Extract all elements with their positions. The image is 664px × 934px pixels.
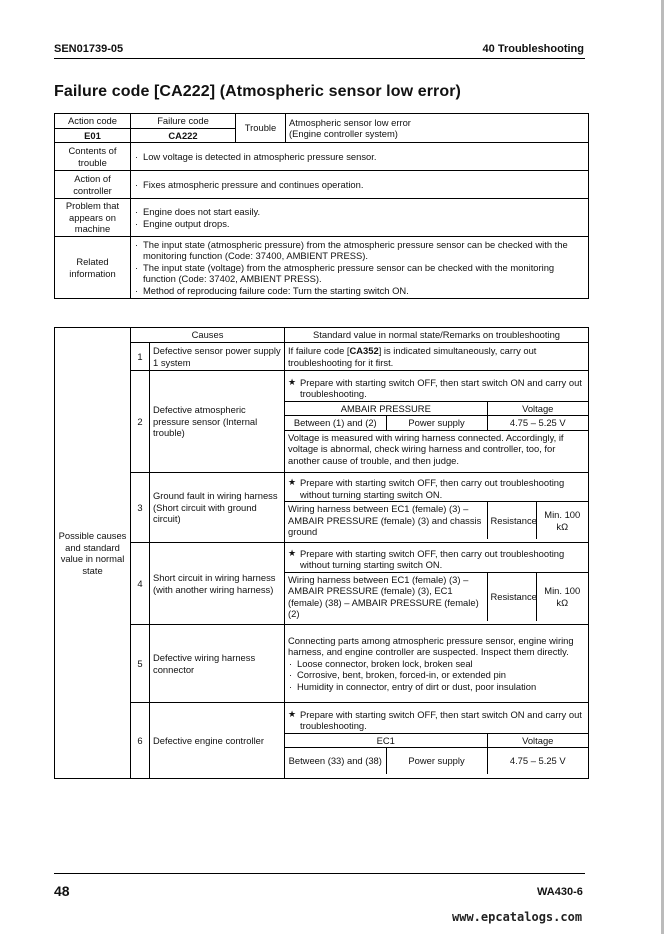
- page-number: 48: [54, 883, 70, 899]
- voltage-header: Voltage: [487, 733, 588, 747]
- prepare-note: ★ Prepare with starting switch OFF, then start switch ON and carry out troubleshooting.: [288, 709, 585, 732]
- trouble-label: Trouble: [236, 114, 286, 143]
- cause-text: Defective engine controller: [150, 703, 285, 779]
- inspect-item: · Humidity in connector, entry of dirt or dust, poor insulation: [288, 681, 585, 693]
- table-row: [55, 473, 589, 543]
- measure-type: Power supply: [386, 748, 487, 774]
- component-name: EC1: [376, 734, 395, 746]
- related-label: Related information: [55, 237, 131, 299]
- related-item: · The input state (voltage) from the atmospheric pressure sensor can be checked with the monitoring function (Code: 37402, AMBIENT PRESS).: [134, 262, 585, 285]
- trouble-line-2: (Engine controller system): [289, 128, 398, 139]
- cause-text: Ground fault in wiring harness (Short circuit with ground circuit): [150, 473, 285, 543]
- causes-side-label: Possible causes and standard value in normal state: [55, 328, 131, 779]
- causes-header: Causes: [131, 328, 285, 343]
- table-row: [55, 371, 589, 473]
- table-row: [55, 543, 589, 625]
- related-item: · Method of reproducing failure code: Turn the starting switch ON.: [134, 285, 585, 297]
- cause-number: 5: [131, 625, 150, 703]
- voltage-header: Voltage: [487, 401, 588, 415]
- cause-text: Defective sensor power supply 1 system: [150, 343, 285, 371]
- cause-remark: If failure code [CA352] is indicated simultaneously, carry out troubleshooting for it first.: [285, 343, 589, 371]
- problem-item: · Engine output drops.: [134, 218, 585, 230]
- table-row: [55, 703, 589, 779]
- cause-number: 1: [131, 343, 150, 371]
- watermark: www.epcatalogs.com: [452, 910, 583, 924]
- inspect-intro: Connecting parts among atmospheric pressure sensor, engine wiring harness, and engine controller are suspected. Inspect them directly.: [288, 634, 574, 658]
- measure-between: Between (1) and (2): [293, 417, 377, 429]
- inspect-item: · Loose connector, broken lock, broken seal: [288, 658, 585, 670]
- section-title: 40 Troubleshooting: [482, 43, 584, 55]
- inspect-item: · Corrosive, bent, broken, forced-in, or extended pin: [288, 669, 585, 681]
- model-code: WA430-6: [537, 886, 583, 898]
- related-failure-code: CA352: [349, 345, 379, 356]
- cause-number: 3: [131, 473, 150, 543]
- prepare-note: ★ Prepare with starting switch OFF, then start switch ON and carry out troubleshooting.: [288, 377, 585, 400]
- standard-value: Min. 100 kΩ: [536, 572, 588, 621]
- contents-label: Contents of trouble: [55, 143, 131, 171]
- cause-number: 2: [131, 371, 150, 473]
- related-item: · The input state (atmospheric pressure) from the atmospheric pressure sensor can be checked with the monitoring function (Code: 37400, AMBIENT PRESS).: [134, 239, 585, 262]
- header-rule: [54, 58, 585, 59]
- doc-code: SEN01739-05: [54, 43, 124, 55]
- table-row: [55, 625, 589, 703]
- prepare-note: ★ Prepare with starting switch OFF, then carry out troubleshooting without turning starting switch ON.: [288, 548, 585, 571]
- standard-header: Standard value in normal state/Remarks on troubleshooting: [285, 328, 589, 343]
- action-code-label: Action code: [55, 114, 131, 129]
- footer-rule: [54, 873, 585, 874]
- contents-text: · Low voltage is detected in atmospheric pressure sensor.: [134, 151, 585, 163]
- page-title: Failure code [CA222] (Atmospheric sensor low error): [54, 83, 461, 100]
- failure-code-label: Failure code: [131, 114, 236, 129]
- trouble-line-1: Atmospheric sensor low error: [289, 116, 411, 128]
- cause-text: Defective wiring harness connector: [150, 625, 285, 703]
- cause-number: 6: [131, 703, 150, 779]
- measure-between: Between (33) and (38): [288, 755, 382, 766]
- action-label: Action of controller: [55, 171, 131, 199]
- action-code-value: E01: [55, 128, 131, 143]
- measure-note: Voltage is measured with wiring harness connected. Accordingly, if voltage is abnormal, check wiring harness and controller, too, for another cause of trouble, and then judge.: [285, 430, 588, 468]
- prepare-note: ★ Prepare with starting switch OFF, then carry out troubleshooting without turning starting switch ON.: [288, 477, 585, 500]
- problem-label: Problem that appears on machine: [55, 199, 131, 237]
- component-name: AMBAIR PRESSURE: [340, 402, 431, 414]
- measure-type: Resistance: [487, 572, 536, 621]
- info-table: [54, 113, 589, 299]
- standard-value: Min. 100 kΩ: [536, 502, 588, 539]
- action-text: · Fixes atmospheric pressure and continues operation.: [134, 179, 585, 191]
- causes-table: [54, 327, 589, 779]
- measure-type: Resistance: [487, 502, 536, 539]
- cause-text: Short circuit in wiring harness (with another wiring harness): [150, 543, 285, 625]
- check-point: Wiring harness between EC1 (female) (3) – AMBAIR PRESSURE (female) (3), EC1 (female) (38) – AMBAIR PRESSURE (female) (2): [288, 573, 479, 619]
- failure-code-value: CA222: [131, 128, 236, 143]
- standard-value: 4.75 – 5.25 V: [487, 748, 588, 774]
- problem-item: · Engine does not start easily.: [134, 206, 585, 218]
- cause-number: 4: [131, 543, 150, 625]
- standard-value: 4.75 – 5.25 V: [487, 416, 588, 430]
- table-row: [55, 343, 589, 371]
- trouble-text: [286, 114, 589, 143]
- measure-type: Power supply: [386, 416, 487, 430]
- cause-text: Defective atmospheric pressure sensor (Internal trouble): [150, 371, 285, 473]
- check-point: Wiring harness between EC1 (female) (3) – AMBAIR PRESSURE (female) (3) and chassis ground: [288, 503, 482, 538]
